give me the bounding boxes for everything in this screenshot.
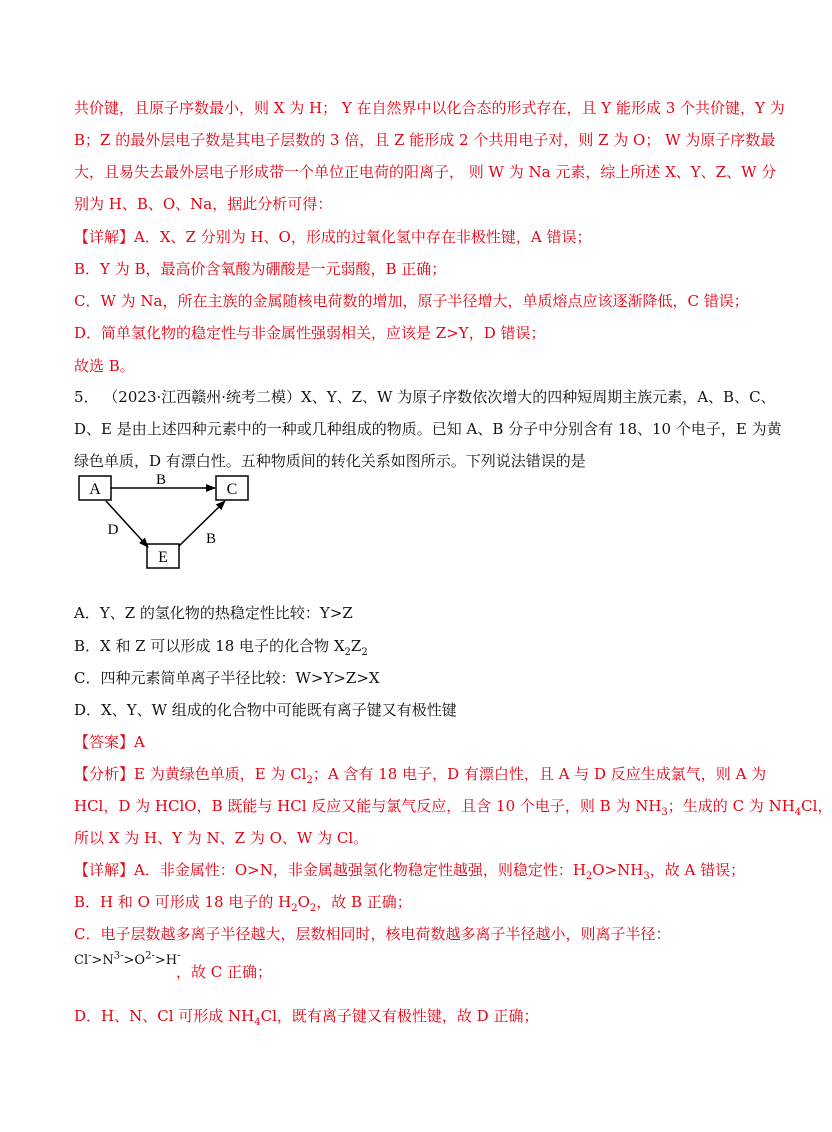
explanation-line-3: 大，且易失去最外层电子形成带一个单位正电荷的阳离子， 则 W 为 Na 元素，综上所述 X、Y、Z、W 分	[74, 163, 777, 181]
box-c-label: C	[226, 481, 238, 498]
arrow-e-to-c-label: B	[205, 531, 217, 547]
detail-option-b: B．Y 为 B，最高价含氧酸为硼酸是一元弱酸，B 正确；	[74, 260, 447, 278]
arrow-e-to-c	[179, 501, 225, 546]
detail-a: 【详解】A．非金属性：O>N，非金属越强氢化物稳定性越强，则稳定性：$H_2O>NH_3$，故 A 错误；	[74, 861, 746, 882]
option-a: A．Y、Z 的氢化物的热稳定性比较：Y>Z	[74, 604, 353, 622]
arrow-a-to-e-label: D	[107, 522, 119, 538]
detail-option-a: 【详解】A．X、Z 分别为 H、O，形成的过氧化氢中存在非极性键，A 错误；	[74, 228, 592, 246]
reaction-diagram	[70, 468, 270, 580]
detail-option-c: C．W 为 Na，所在主族的金属随核电荷数的增加，原子半径增大，单质熔点应该逐渐降低，C 错误；	[74, 292, 749, 310]
detail-option-d: D．简单氢化物的稳定性与非金属性强弱相关，应该是 Z>Y，D 错误；	[74, 324, 546, 342]
detail-c: C．电子层数越多离子半径越大，层数相同时，核电荷数越多离子半径越小，则离子半径：	[74, 925, 671, 943]
analysis-line-1: 【分析】E 为黄绿色单质，E 为 $Cl_2$；A 含有 18 电子，D 有漂白性，且 A 与 D 反应生成氯气，则 A 为	[74, 765, 767, 786]
question-line-1: 5． （2023·江西赣州·统考二模）X、Y、Z、W 为原子序数依次增大的四种短周期主族元素，A、B、C、	[74, 388, 776, 406]
answer-line: 【答案】A	[74, 733, 145, 751]
option-b: B．X 和 Z 可以形成 18 电子的化合物 $X_2Z_2$	[74, 637, 368, 658]
analysis-line-2: HCl，D 为 HClO，B 既能与 HCl 反应又能与氯气反应，且含 10 个电子，则 B 为 $NH_3$；生成的 C 为 $NH_4Cl$，	[74, 797, 832, 818]
option-c: C．四种元素简单离子半径比较：W>Y>Z>X	[74, 669, 380, 687]
detail-b: B．H 和 O 可形成 18 电子的 $H_2O_2$，故 B 正确；	[74, 893, 412, 914]
box-a-label: A	[89, 481, 101, 498]
analysis-line-3: 所以 X 为 H、Y 为 N、Z 为 O、W 为 Cl。	[74, 829, 369, 847]
question-line-2: D、E 是由上述四种元素中的一种或几种组成的物质。已知 A、B 分子中分别含有 18、10 个电子，E 为黄	[74, 420, 782, 438]
arrow-a-to-c-label: B	[155, 472, 167, 488]
detail-c-tail: ，故 C 正确；	[176, 963, 273, 981]
question-line-3: 绿色单质，D 有漂白性。五种物质间的转化关系如图所示。下列说法错误的是	[74, 452, 586, 470]
ion-radius-formula: $Cl^->N^{3-}>O^{2-}>H^-$	[74, 950, 181, 968]
explanation-line-2: B；Z 的最外层电子数是其电子层数的 3 倍，且 Z 能形成 2 个共用电子对，则 Z 为 O； W 为原子序数最	[74, 131, 776, 149]
option-d: D．X、Y、W 组成的化合物中可能既有离子键又有极性键	[74, 701, 457, 719]
explanation-line-1: 共价键，且原子序数最小，则 X 为 H； Y 在自然界中以化合态的形式存在，且 Y 能形成 3 个共价键，Y 为	[74, 99, 785, 117]
detail-d: D．H、N、Cl 可形成 $NH_4Cl$，既有离子键又有极性键，故 D 正确；	[74, 1007, 539, 1028]
explanation-line-4: 别为 H、B、O、Na，据此分析可得：	[74, 195, 333, 213]
conclusion: 故选 B。	[74, 357, 135, 375]
box-e-label: E	[158, 549, 168, 566]
